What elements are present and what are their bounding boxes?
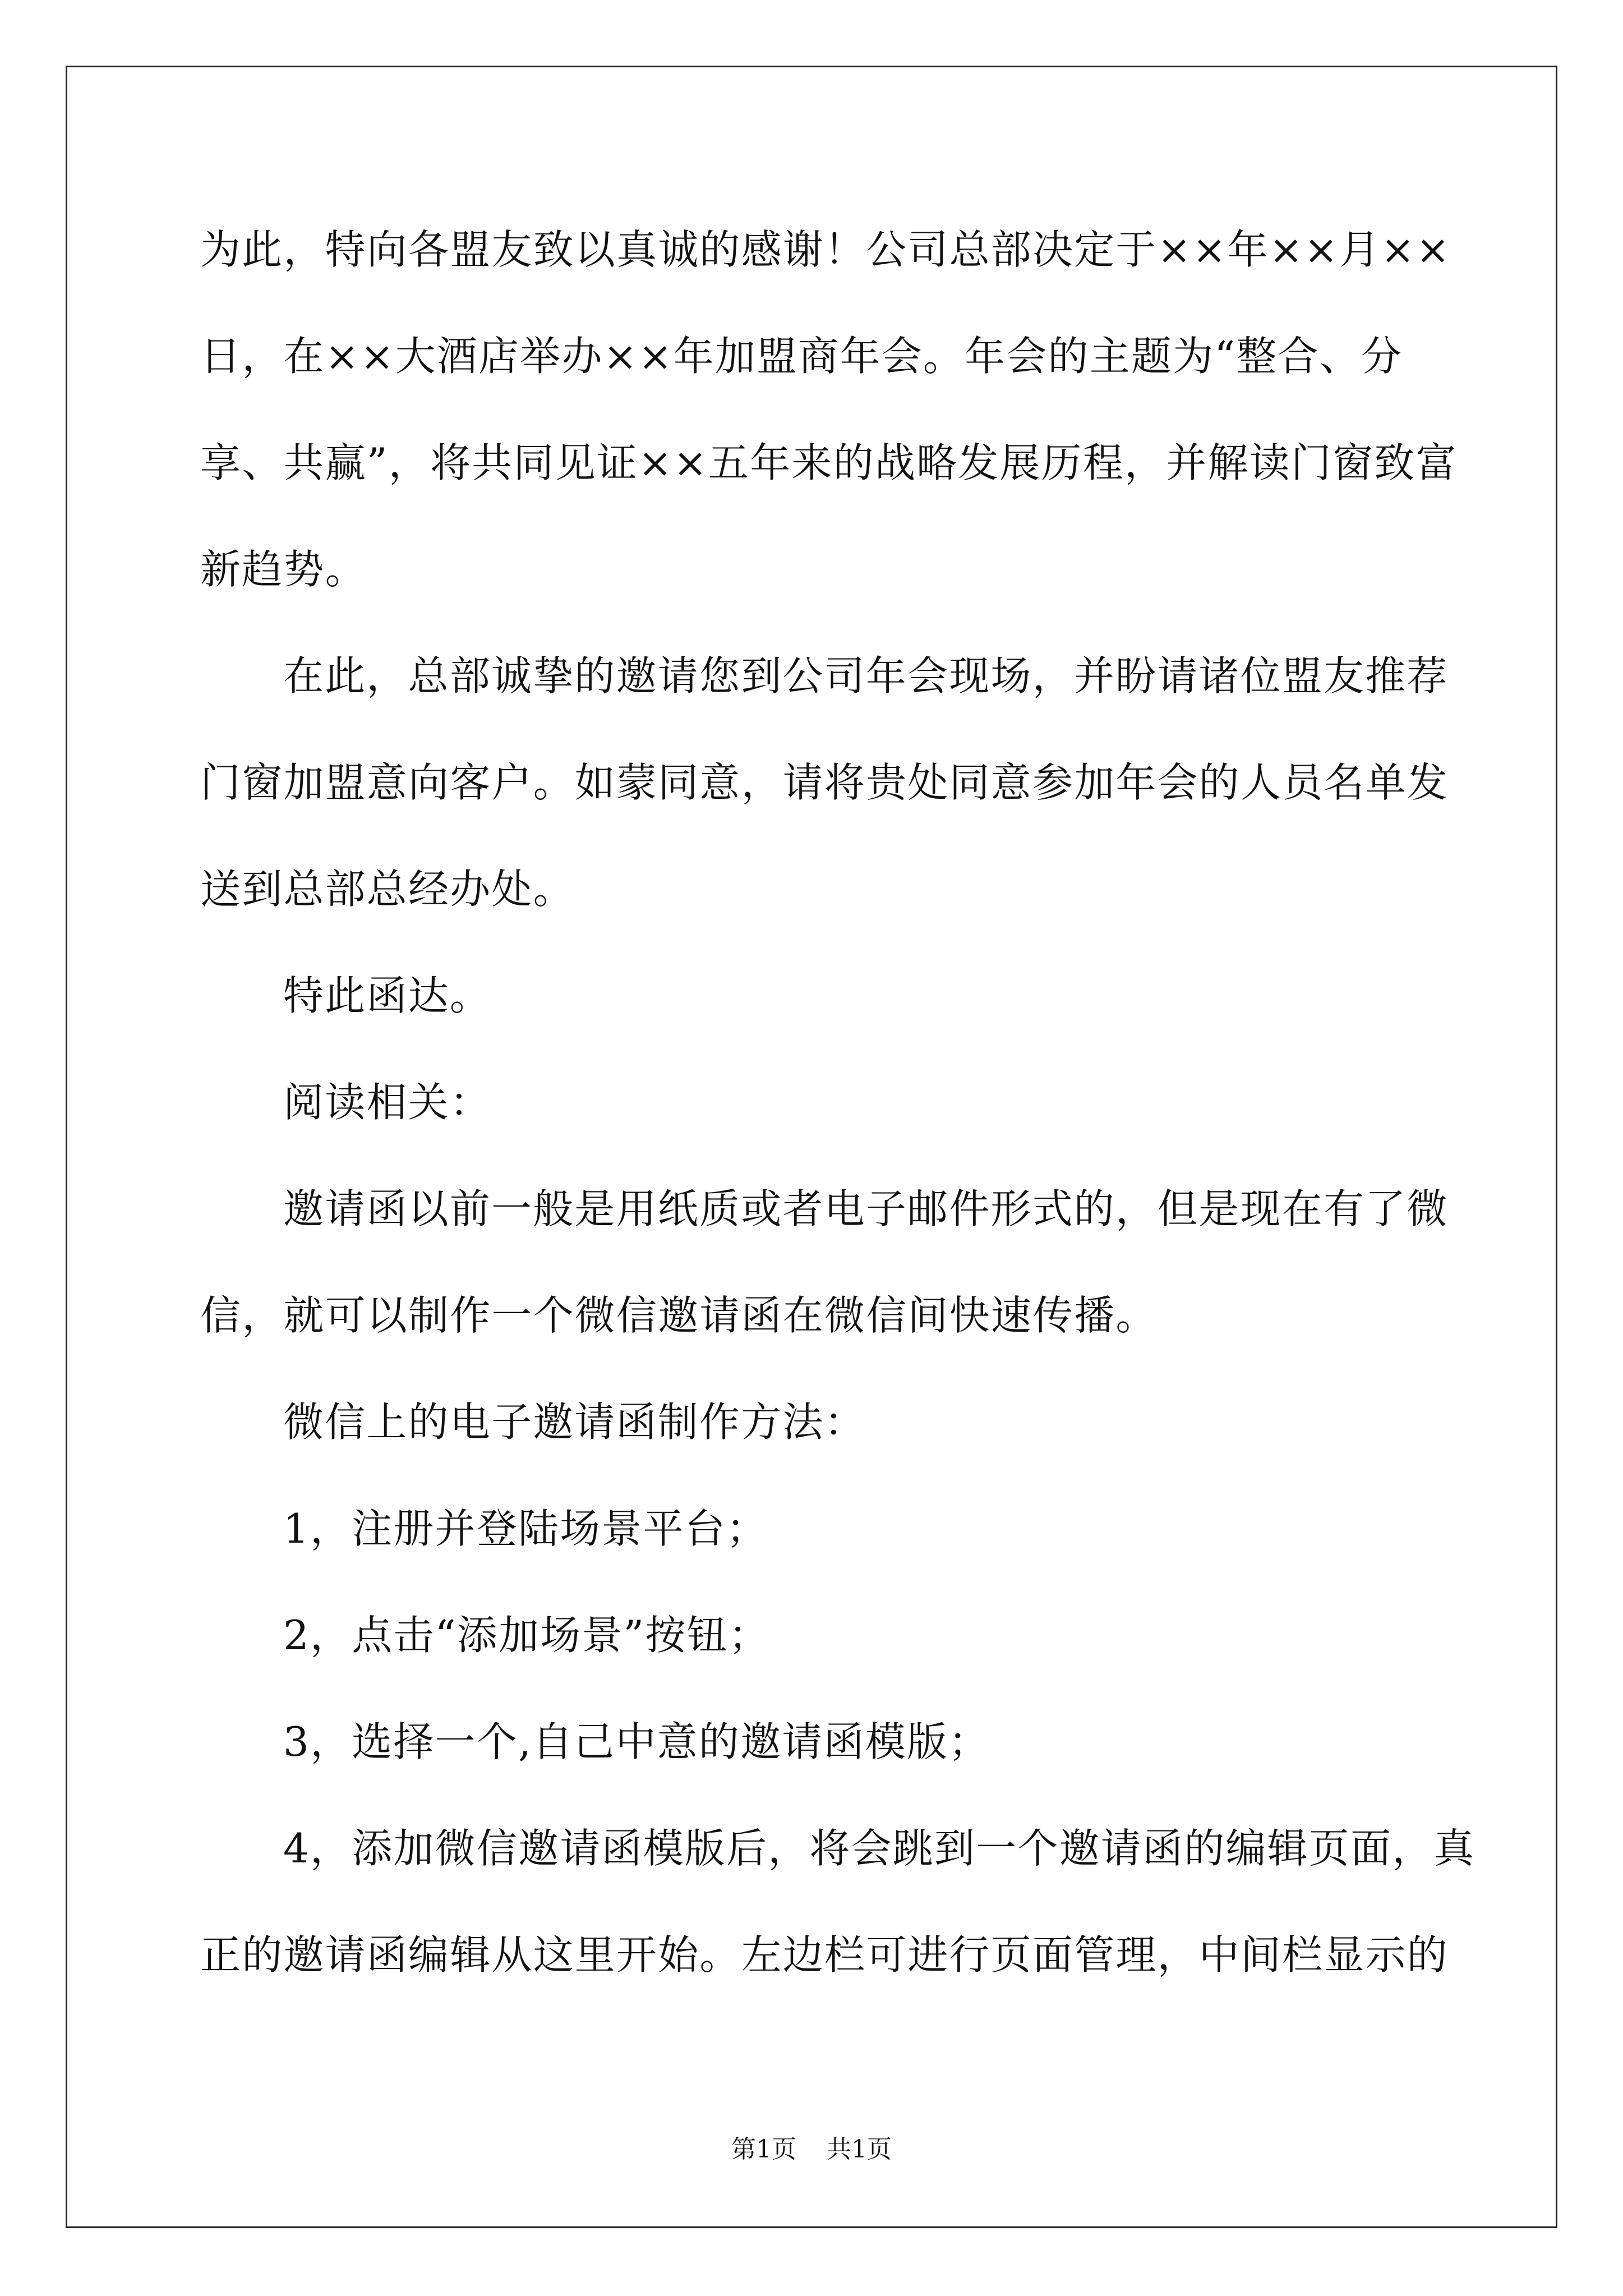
page-number-footer: 第1页 共1页 [731, 2135, 892, 2164]
document-body [200, 196, 1476, 2008]
text-line: 1，注册并登陆场景平台； [283, 1505, 768, 1552]
text-line: 日，在××大酒店举办××年加盟商年会。年会的主题为“整合、分 [200, 333, 1403, 380]
text-line: 信，就可以制作一个微信邀请函在微信间快速传播。 [200, 1292, 1158, 1339]
text-line: 2，点击“添加场景”按钮； [283, 1612, 771, 1659]
text-line: 送到总部总经办处。 [200, 866, 575, 913]
text-line: 阅读相关： [283, 1079, 492, 1126]
text-line: 在此，总部诚挚的邀请您到公司年会现场，并盼请诸位盟友推荐 [283, 652, 1449, 700]
text-line: 为此，特向各盟友致以真诚的感谢！公司总部决定于××年××月×× [200, 226, 1451, 273]
text-line: 新趋势。 [200, 546, 367, 593]
text-line: 门窗加盟意向客户。如蒙同意，请将贵处同意参加年会的人员名单发 [200, 759, 1449, 806]
text-line: 4，添加微信邀请函模版后，将会跳到一个邀请函的编辑页面，真 [283, 1825, 1476, 1872]
text-line: 正的邀请函编辑从这里开始。左边栏可进行页面管理，中间栏显示的 [200, 1931, 1449, 1978]
text-line: 3，选择一个,自己中意的邀请函模版； [283, 1718, 990, 1765]
text-line: 邀请函以前一般是用纸质或者电子邮件形式的，但是现在有了微 [283, 1185, 1449, 1232]
text-line: 享、共赢”，将共同见证××五年来的战略发展历程，并解读门窗致富 [200, 439, 1458, 486]
text-line: 特此函达。 [283, 972, 492, 1019]
text-line: 微信上的电子邀请函制作方法： [283, 1398, 866, 1446]
